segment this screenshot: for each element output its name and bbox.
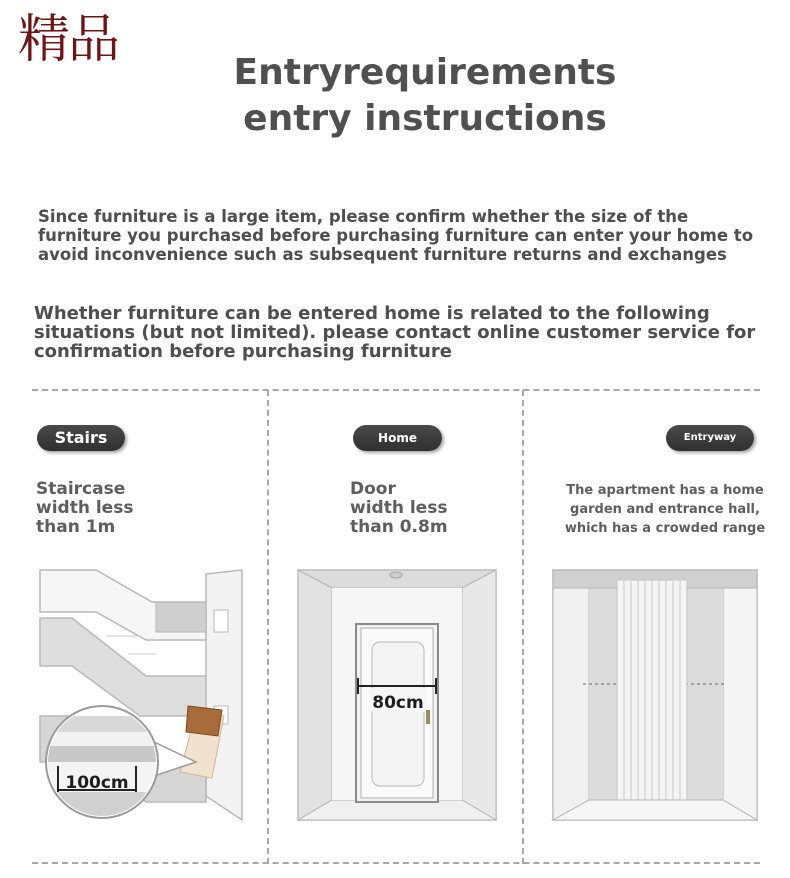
divider-column-1	[267, 390, 269, 864]
brand-logo: 精品	[18, 10, 119, 70]
entryway-tag: Entryway	[666, 425, 754, 451]
stairs-tag: Stairs	[37, 425, 125, 451]
door-illustration	[296, 568, 498, 822]
home-line-2: width less	[350, 498, 448, 518]
page-title-line-2: entry instructions	[243, 98, 607, 139]
home-tag: Home	[353, 425, 442, 451]
stairs-description	[36, 480, 133, 537]
stairs-line-1: Staircase	[36, 479, 126, 499]
intro-paragraph: Since furniture is a large item, please confirm whether the size of the furniture you purchased before purchasing furniture can enter your home to avoid inconvenience such as subsequent furniture returns and exchanges	[38, 207, 754, 264]
note-paragraph: Whether furniture can be entered home is related to the following situations (but not limited). please contact online customer service for confirmation before purchasing furniture	[34, 303, 756, 362]
divider-column-2	[522, 390, 524, 864]
entryway-line-3: which has a crowded range	[564, 521, 766, 536]
stairs-line-3: than 1m	[36, 517, 116, 537]
page-title-line-1: Entryrequirements	[233, 52, 617, 93]
door-measure-label: 80cm	[372, 693, 424, 713]
divider-top	[32, 389, 760, 391]
staircase-illustration	[36, 566, 246, 824]
home-description	[350, 480, 448, 537]
home-line-3: than 0.8m	[350, 517, 448, 537]
entryway-illustration	[551, 568, 759, 822]
entryway-description	[562, 481, 768, 538]
home-line-1: Door	[350, 479, 396, 499]
stairs-line-2: width less	[36, 498, 134, 518]
entryway-line-1: The apartment has a home	[566, 483, 764, 498]
entryway-line-2: garden and entrance hall,	[570, 502, 760, 517]
divider-bottom	[32, 862, 760, 864]
stairs-measure-label: 100cm	[65, 773, 129, 793]
